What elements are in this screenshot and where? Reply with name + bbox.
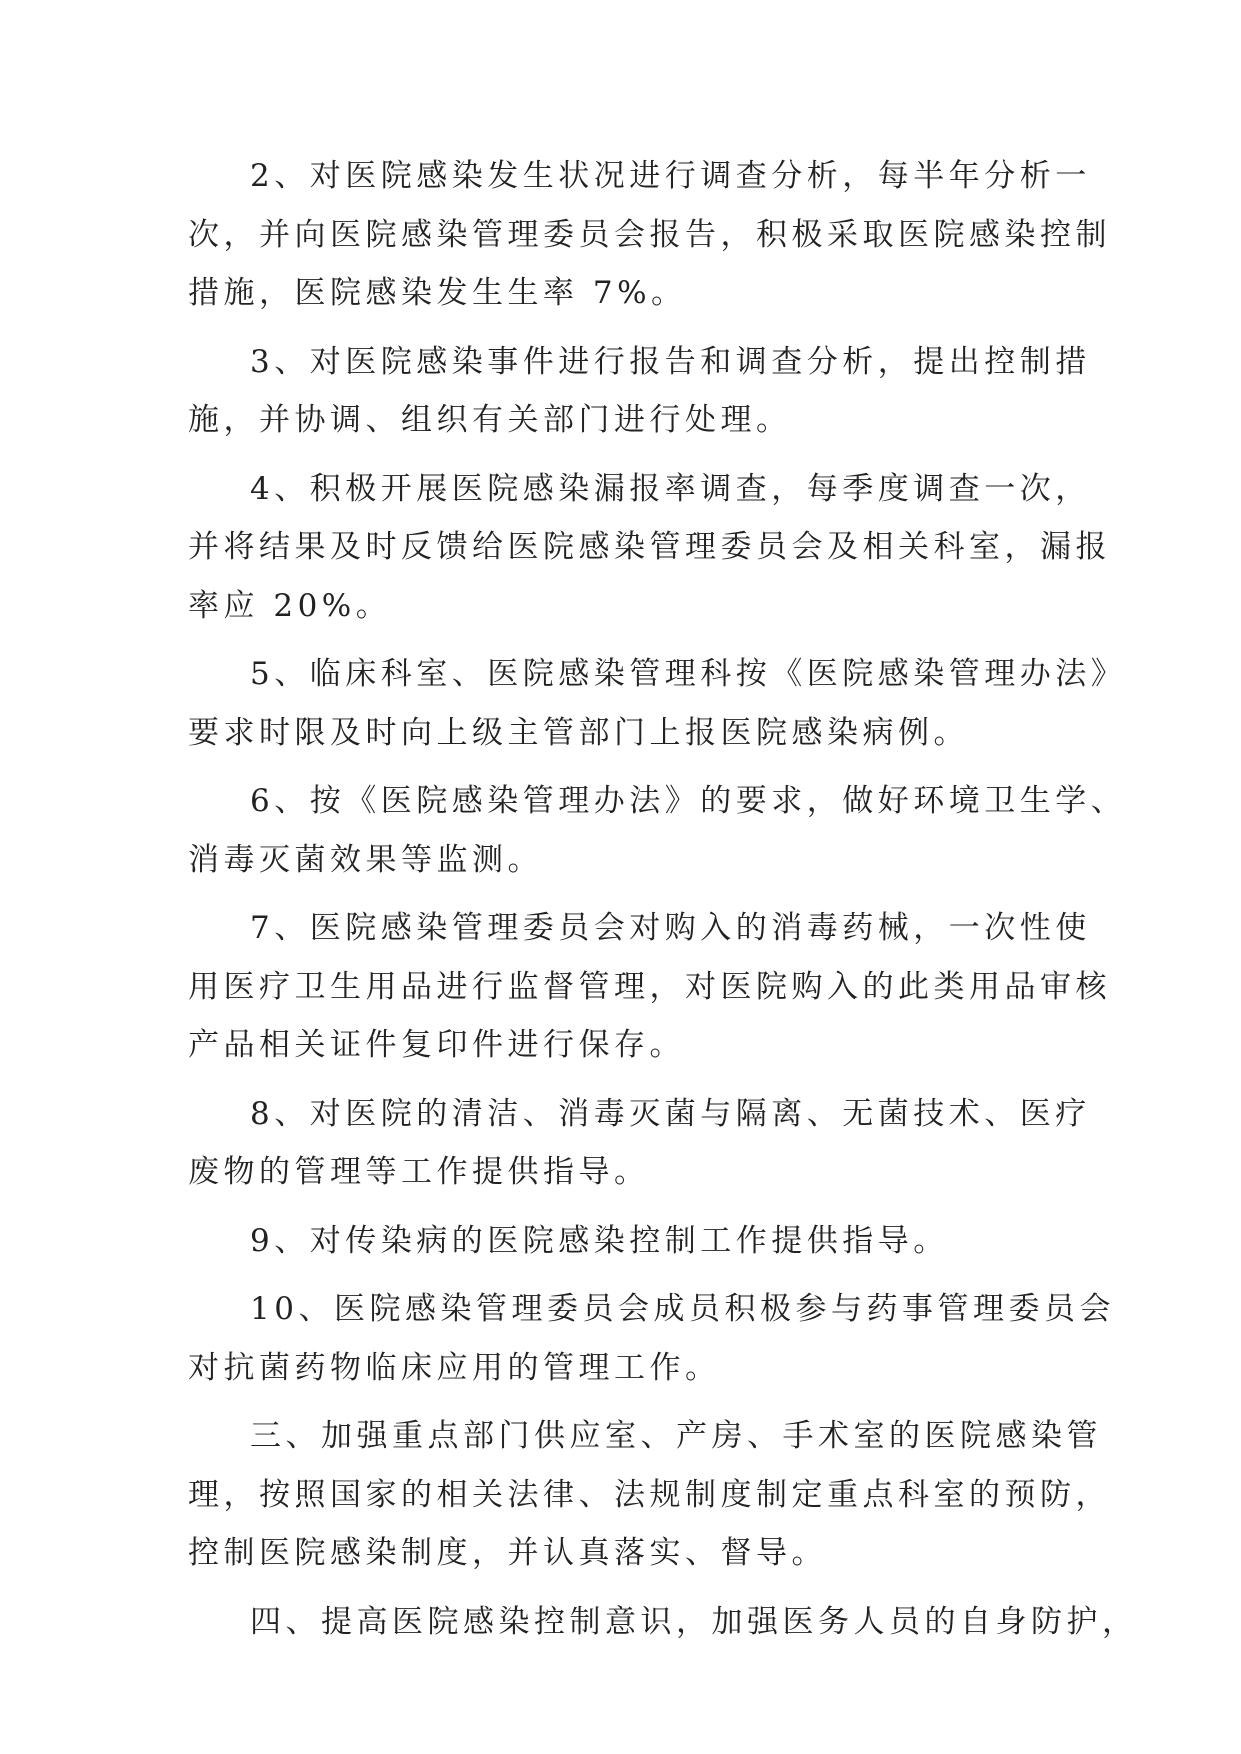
text-line: 要求时限及时向上级主管部门上报医院感染病例。: [188, 714, 969, 751]
text-line: 措施，医院感染发生生率 7%。: [188, 275, 687, 311]
text-line: 控制医院感染制度，并认真落实、督导。: [188, 1535, 827, 1571]
paragraph-item-6: [188, 772, 1127, 889]
text-line: 并将结果及时反馈给医院感染管理委员会及相关科室，漏报: [188, 529, 1111, 565]
text-line: 2、对医院感染发生状况进行调查分析，每半年分析一: [250, 158, 1091, 194]
text-line: 5、临床科室、医院感染管理科按《医院感染管理办法》: [250, 656, 1127, 692]
text-line: 产品相关证件复印件进行保存。: [188, 1027, 685, 1063]
text-line: 7、医院感染管理委员会对购入的消毒药械，一次性使: [250, 910, 1091, 946]
text-line: 对抗菌药物临床应用的管理工作。: [188, 1349, 721, 1386]
text-line: 废物的管理等工作提供指导。: [188, 1154, 650, 1190]
text-line: 6、按《医院感染管理办法》的要求，做好环境卫生学、: [250, 783, 1127, 819]
text-line: 三、加强重点部门供应室、产房、手术室的医院感染管: [250, 1418, 1102, 1454]
text-line: 次，并向医院感染管理委员会报告，积极采取医院感染控制: [188, 216, 1111, 253]
paragraph-item-10: [188, 1280, 1115, 1397]
text-line: 消毒灭菌效果等监测。: [188, 841, 543, 878]
text-line: 理，按照国家的相关法律、法规制度制定重点科室的预防，: [188, 1476, 1111, 1513]
paragraph-item-3: [188, 333, 1091, 450]
text-line: 4、积极开展医院感染漏报率调查，每季度调查一次，: [250, 470, 1091, 507]
text-line: 施，并协调、组织有关部门进行处理。: [188, 402, 792, 438]
section-four-paragraph: [188, 1593, 1138, 1652]
text-line: 率应 20%。: [188, 587, 392, 624]
document-body: [188, 147, 1138, 1661]
paragraph-item-5: [188, 645, 1127, 762]
paragraph-item-8: [188, 1085, 1091, 1202]
text-line: 9、对传染病的医院感染控制工作提供指导。: [250, 1222, 949, 1259]
text-line: 10、医院感染管理委员会成员积极参与药事管理委员会: [250, 1291, 1115, 1327]
text-line: 8、对医院的清洁、消毒灭菌与隔离、无菌技术、医疗: [250, 1095, 1091, 1132]
text-line: 四、提高医院感染控制意识，加强医务人员的自身防护，: [250, 1603, 1138, 1640]
text-line: 用医疗卫生用品进行监督管理，对医院购入的此类用品审核: [188, 968, 1111, 1005]
paragraph-item-9: [188, 1212, 1048, 1271]
text-line: 3、对医院感染事件进行报告和调查分析，提出控制措: [250, 343, 1091, 380]
paragraph-item-7: [188, 899, 1111, 1075]
paragraph-item-2: [188, 147, 1111, 323]
paragraph-item-4: [188, 460, 1111, 636]
section-three-paragraph: [188, 1407, 1111, 1583]
